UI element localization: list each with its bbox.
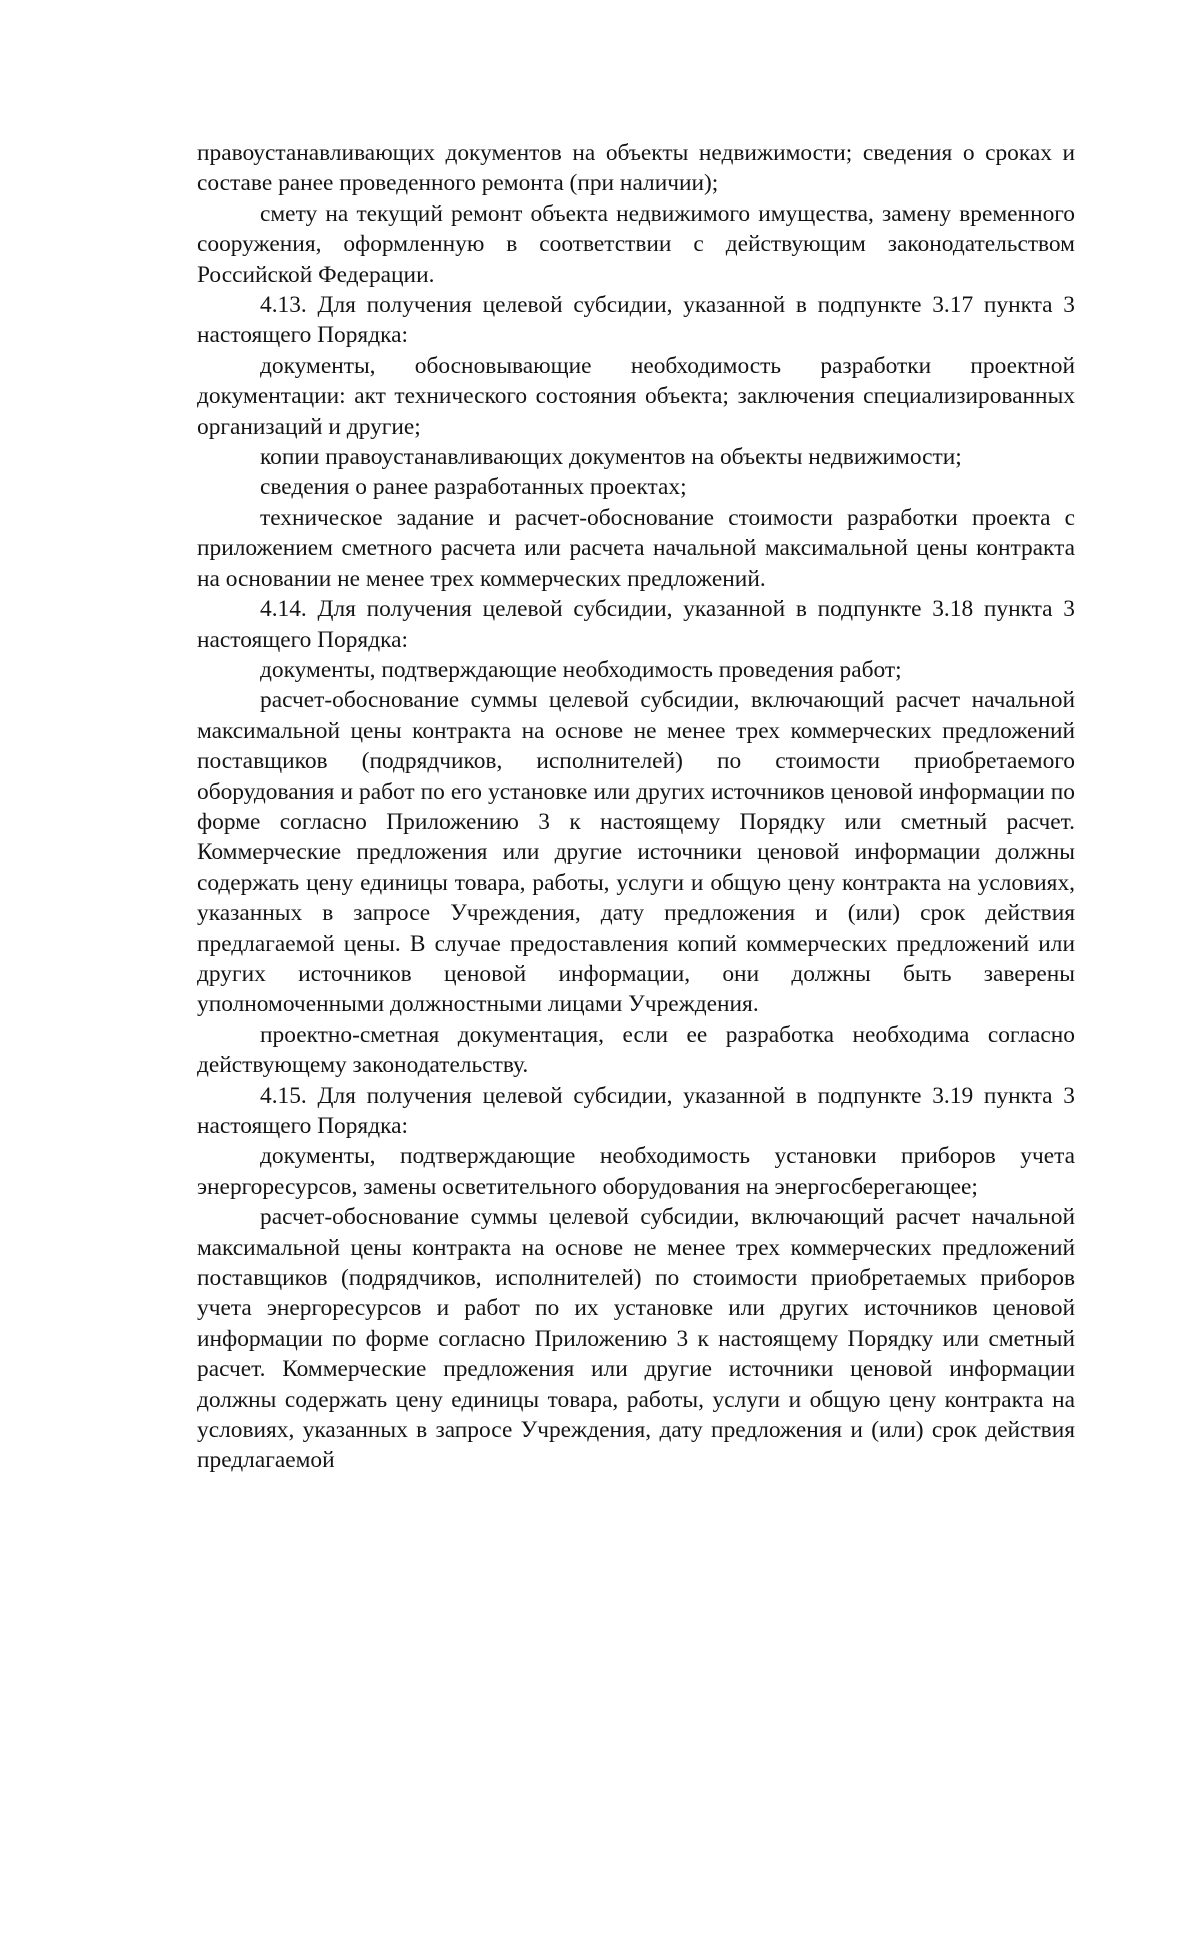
- paragraph: правоустанавливающих документов на объекты недвижимости; сведения о сроках и составе ранее проведенного ремонта (при наличии);: [197, 140, 1075, 197]
- section-heading-4-14: 4.14. Для получения целевой субсидии, указанной в подпункте 3.18 пункта 3 настоящего Порядка:: [197, 596, 1075, 653]
- section-heading-4-13: 4.13. Для получения целевой субсидии, указанной в подпункте 3.17 пункта 3 настоящего Порядка:: [197, 292, 1075, 349]
- paragraph: расчет-обоснование суммы целевой субсидии, включающий расчет начальной максимальной цены контракта на основе не менее трех коммерческих предложений поставщиков (подрядчиков, исполнителей) по стоимости приобретаемого оборудования и работ по его установке или других источников ценовой информации по форме согласно Приложению 3 к настоящему Порядку или сметный расчет. Коммерческие предложения или другие источники ценовой информации должны содержать цену единицы товара, работы, услуги и общую цену контракта на условиях, указанных в запросе Учреждения, дату предложения и (или) срок действия предлагаемой цены. В случае предоставления копий коммерческих предложений или других источников ценовой информации, они должны быть заверены уполномоченными должностными лицами Учреждения.: [197, 687, 1075, 1018]
- paragraph: сведения о ранее разработанных проектах;: [260, 474, 687, 501]
- paragraph: копии правоустанавливающих документов на объекты недвижимости;: [260, 444, 962, 471]
- document-body: [197, 138, 1075, 1476]
- paragraph: проектно-сметная документация, если ее разработка необходима согласно действующему законодательству.: [197, 1021, 1075, 1079]
- paragraph: документы, подтверждающие необходимость проведения работ;: [260, 656, 902, 683]
- paragraph: расчет-обоснование суммы целевой субсидии, включающий расчет начальной максимальной цены контракта на основе не менее трех коммерческих предложений поставщиков (подрядчиков, исполнителей) по стоимости приобретаемых приборов учета энергоресурсов и работ по их установке или других источников ценовой информации по форме согласно Приложению 3 к настоящему Порядку или сметный расчет. Коммерческие предложения или другие источники ценовой информации должны содержать цену единицы товара, работы, услуги и общую цену контракта на условиях, указанных в запросе Учреждения, дату предложения и (или) срок действия предлагаемой: [197, 1204, 1075, 1474]
- paragraph: техническое задание и расчет-обоснование стоимости разработки проекта с приложением сметного расчета или расчета начальной максимальной цены контракта на основании не менее трех коммерческих предложений.: [197, 504, 1075, 592]
- section-heading-4-15: 4.15. Для получения целевой субсидии, указанной в подпункте 3.19 пункта 3 настоящего Порядка:: [197, 1082, 1075, 1139]
- paragraph: документы, обосновывающие необходимость разработки проектной документации: акт технического состояния объекта; заключения специализированных организаций и другие;: [197, 352, 1075, 440]
- paragraph: документы, подтверждающие необходимость установки приборов учета энергоресурсов, замены осветительного оборудования на энергосберегающее;: [197, 1143, 1075, 1200]
- paragraph: смету на текущий ремонт объекта недвижимого имущества, замену временного сооружения, оформленную в соответствии с действующим законодательством Российской Федерации.: [197, 200, 1075, 288]
